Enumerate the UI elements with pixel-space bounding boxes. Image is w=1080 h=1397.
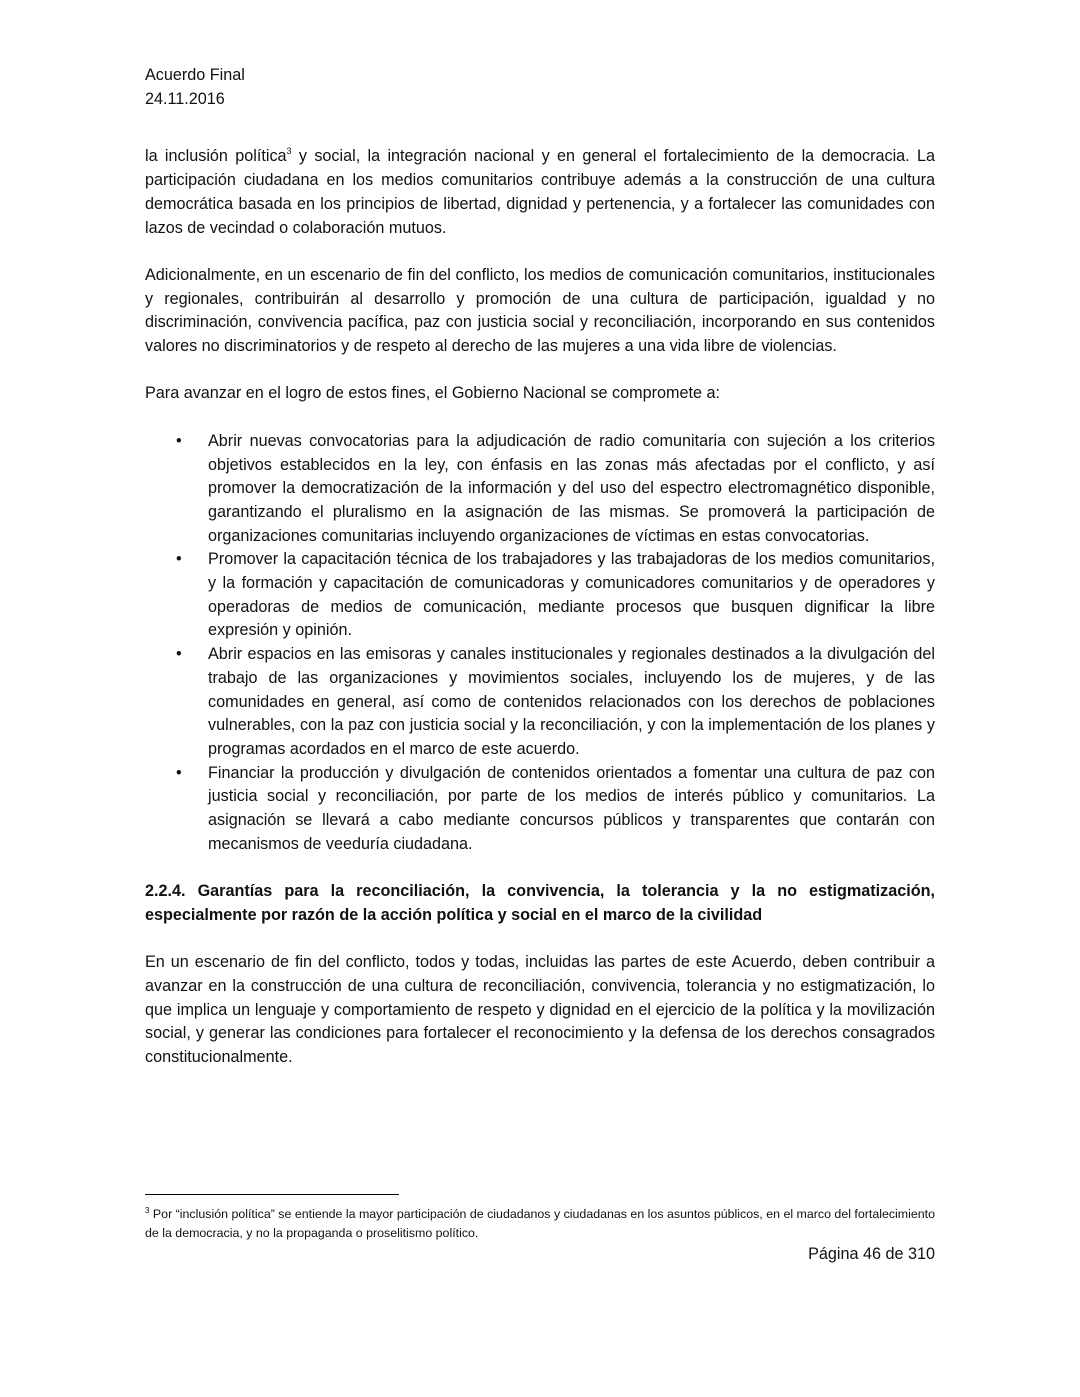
- paragraph-1-text-b: y social, la integración nacional y en general el fortalecimiento de la democracia. La participación ciudadana en los medios comunitarios contribuye además a la construcción de una cultura democrática basada en los principios de libertad, dignidad y pertenencia, y a fortalecer las comunidades con lazos de vecindad o colaboración mutuos.: [145, 147, 935, 237]
- list-item-text: Financiar la producción y divulgación de contenidos orientados a fomentar una cultura de paz con justicia social y reconciliación, por parte de los medios de interés público y comunitarios. La asignación se llevará a cabo mediante concursos públicos y transparentes que contarán con mecanismos de veeduría ciudadana.: [208, 763, 935, 853]
- paragraph-2: Adicionalmente, en un escenario de fin del conflicto, los medios de comunicación comunitarios, institucionales y regionales, contribuirán al desarrollo y promoción de una cultura de participación, igualdad y no discriminación, convivencia pacífica, paz con justicia social y reconciliación, incorporando en sus contenidos valores no discriminatorios y de respeto al derecho de las mujeres a una vida libre de violencias.: [145, 265, 935, 356]
- bullet-icon: •: [176, 431, 182, 450]
- section-heading: 2.2.4. Garantías para la reconciliación, la convivencia, la tolerancia y la no estigmatización, especialmente por razón de la acción política y social en el marco de la civilidad: [145, 882, 935, 924]
- bullet-icon: •: [176, 645, 182, 664]
- header-date: 24.11.2016: [145, 89, 225, 108]
- document-page: [145, 64, 935, 1070]
- list-item: [145, 762, 935, 857]
- footnote-ref[interactable]: 3: [286, 146, 292, 157]
- list-item: [145, 548, 935, 643]
- header-title: Acuerdo Final: [145, 66, 245, 84]
- footnote: [145, 1205, 935, 1243]
- bullet-icon: •: [176, 763, 182, 782]
- list-item-text: Abrir nuevas convocatorias para la adjudicación de radio comunitaria con sujeción a los criterios objetivos establecidos en la ley, con énfasis en las zonas más afectadas por el conflicto, y así promover la democratización de la información y del uso del espectro electromagnético disponible, garantizando el pluralismo en la asignación de las mismas. Se promoverá la participación de organizaciones comunitarias incluyendo organizaciones de víctimas en estas convocatorias.: [208, 431, 935, 545]
- paragraph-3: Para avanzar en el logro de estos fines, el Gobierno Nacional se compromete a:: [145, 384, 720, 403]
- list-item: [145, 430, 935, 549]
- paragraph-1-text-a: la inclusión política: [145, 147, 287, 166]
- page-number: Página 46 de 310: [808, 1245, 935, 1263]
- list-item-text: Abrir espacios en las emisoras y canales institucionales y regionales destinados a la divulgación del trabajo de las organizaciones y movimientos sociales, incluyendo los de mujeres, y de las comunidades en general, así como de contenidos relacionados con los derechos de poblaciones vulnerables, con la paz con justicia social y la reconciliación, y con la implementación de los planes y programas acordados en el marco de este acuerdo.: [208, 645, 935, 758]
- list-item: [145, 643, 935, 762]
- list-item-text: Promover la capacitación técnica de los trabajadores y las trabajadoras de los medios comunitarios, y la formación y capacitación de comunicadoras y comunicadores comunitarios y de operadores y operadoras de medios de comunicación, mediante procesos que busquen dignificar la libre expresión y opinión.: [208, 550, 935, 640]
- commitments-list: [145, 430, 935, 857]
- section-body: En un escenario de fin del conflicto, todos y todas, incluidas las partes de este Acuerdo, deben contribuir a avanzar en la construcción de una cultura de reconciliación, convivencia, tolerancia y no estigmatización, lo que implica un lenguaje y comportamiento de respeto y dignidad en el ejercicio de la política y la movilización social, y generar las condiciones para fortalecer el reconocimiento y la defensa de los derechos consagrados constitucionalmente.: [145, 953, 935, 1067]
- footnote-text: Por “inclusión política” se entiende la mayor participación de ciudadanos y ciudadanas en los asuntos públicos, en el marco del fortalecimiento de la democracia, y no la propaganda o proselitismo político.: [145, 1207, 935, 1240]
- bullet-icon: •: [176, 550, 182, 569]
- footnote-divider: [145, 1194, 399, 1195]
- footnote-number: 3: [145, 1206, 150, 1215]
- paragraph-1: [145, 145, 935, 240]
